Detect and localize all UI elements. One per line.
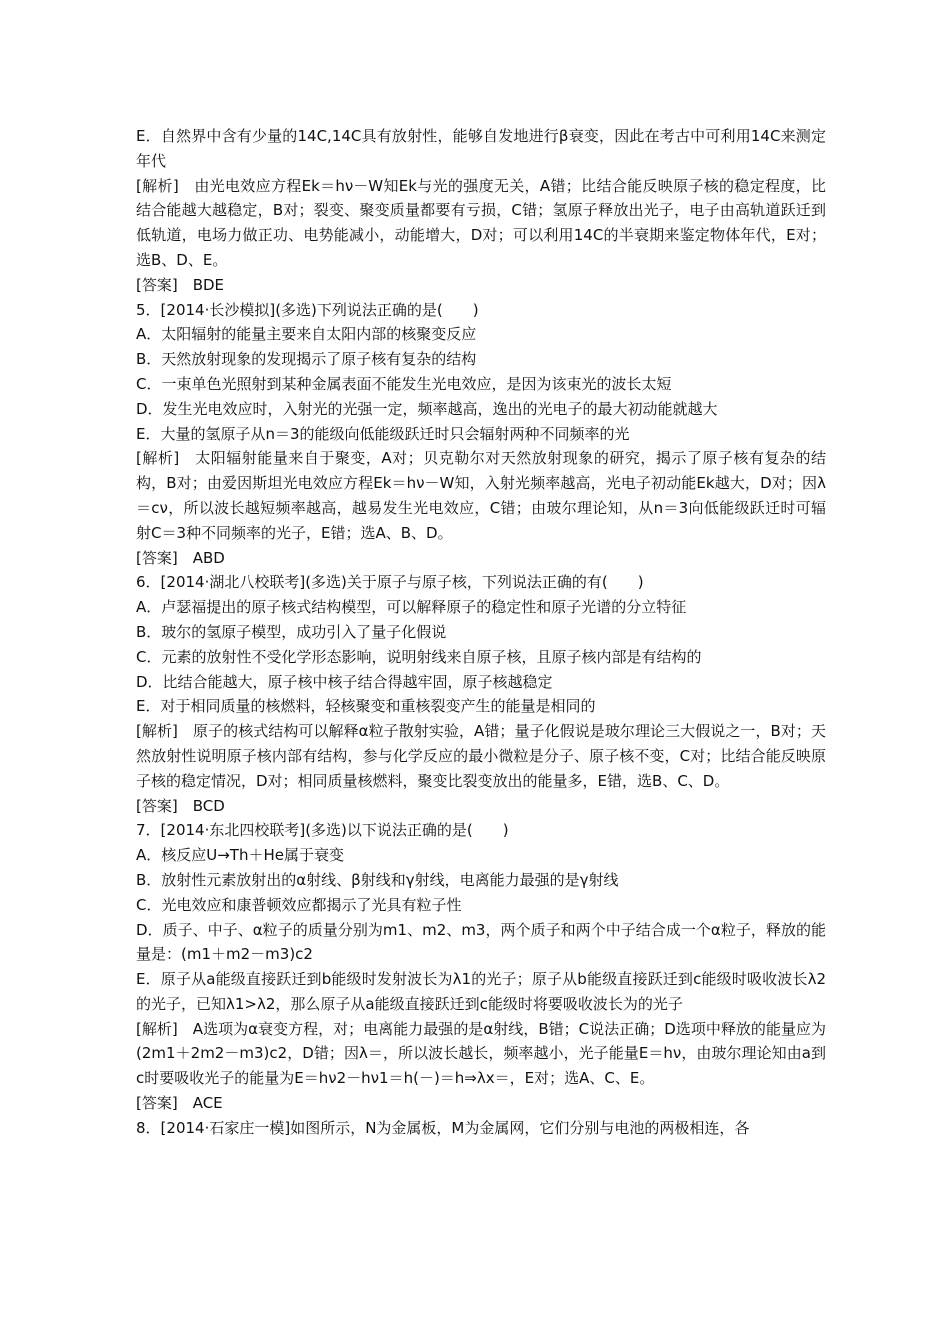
answer-line: [答案] BCD (136, 796, 225, 815)
question-8: 8．[2014·石家庄一模]如图所示，N为金属板，M为金属网，它们分别与电池的两极相连，各 (136, 1118, 750, 1137)
answer-line: [答案] BDE (136, 275, 225, 294)
option-d: D．比结合能越大，原子核中核子结合得越牢固，原子核越稳定 (136, 672, 553, 691)
answer-line: [答案] ABD (136, 548, 225, 567)
analysis-paragraph: [解析] 原子的核式结构可以解释α粒子散射实验，A错；量子化假说是玻尔理论三大假说之一，B对；天然放射性说明原子核内部有结构，参与化学反应的最小微粒是分子、原子核不变，C对；比结合能反映原子核的稳定情况，D对；相同质量核燃料，聚变比裂变放出的能量多，E错，选B、C、D。 (136, 722, 826, 790)
document-body (136, 124, 826, 1141)
option-c: C．光电效应和康普顿效应都揭示了光具有粒子性 (136, 895, 462, 914)
option-e: E．原子从a能级直接跃迁到b能级时发射波长为λ1的光子；原子从b能级直接跃迁到c能级时吸收波长λ2的光子，已知λ1>λ2，那么原子从a能级直接跃迁到c能级时将要吸收波长为的光子 (136, 970, 826, 1013)
option-e: E．对于相同质量的核燃料，轻核聚变和重核裂变产生的能量是相同的 (136, 697, 596, 716)
analysis-paragraph: [解析] 太阳辐射能量来自于聚变，A对；贝克勒尔对天然放射现象的研究，揭示了原子核有复杂的结构，B对；由爱因斯坦光电效应方程Ek＝hν－W知，入射光频率越高，光电子初动能Ek越大，D对；因λ＝cν，所以波长越短频率越高，越易发生光电效应，C错；由玻尔理论知，从n＝3向低能级跃迁时可辐射C＝3种不同频率的光子，E错；选A、B、D。 (136, 449, 826, 542)
option-b: B．玻尔的氢原子模型，成功引入了量子化假说 (136, 622, 447, 641)
option-e: E．大量的氢原子从n＝3的能级向低能级跃迁时只会辐射两种不同频率的光 (136, 424, 630, 443)
option-a: A．太阳辐射的能量主要来自太阳内部的核聚变反应 (136, 325, 477, 344)
option-e: E．自然界中含有少量的14C,14C具有放射性，能够自发地进行β衰变，因此在考古中可利用14C来测定年代 (136, 127, 826, 170)
option-b: B．放射性元素放射出的α射线、β射线和γ射线，电离能力最强的是γ射线 (136, 870, 619, 889)
analysis-paragraph: [解析] A选项为α衰变方程，对；电离能力最强的是α射线，B错；C说法正确；D选项中释放的能量应为(2m1＋2m2－m3)c2，D错；因λ＝，所以波长越长，频率越小，光子能量E＝hν，由玻尔理论知由a到c时要吸收光子的能量为E＝hν2－hν1＝h(－)＝h⇒λx＝，E对；选A、C、E。 (136, 1019, 826, 1088)
answer-line: [答案] ACE (136, 1094, 223, 1113)
option-c: C．元素的放射性不受化学形态影响，说明射线来自原子核，且原子核内部是有结构的 (136, 647, 702, 666)
option-c: C．一束单色光照射到某种金属表面不能发生光电效应，是因为该束光的波长太短 (136, 374, 672, 393)
option-b: B．天然放射现象的发现揭示了原子核有复杂的结构 (136, 350, 477, 369)
question-5: 5．[2014·长沙模拟](多选)下列说法正确的是( ) (136, 300, 479, 319)
option-a: A．卢瑟福提出的原子核式结构模型，可以解释原子的稳定性和原子光谱的分立特征 (136, 598, 687, 617)
option-d: D．发生光电效应时，入射光的光强一定，频率越高，逸出的光电子的最大初动能就越大 (136, 399, 718, 418)
option-a: A．核反应U→Th＋He属于衰变 (136, 846, 344, 865)
option-d: D．质子、中子、α粒子的质量分别为m1、m2、m3，两个质子和两个中子结合成一个α粒子，释放的能量是：(m1＋m2－m3)c2 (136, 920, 826, 964)
analysis-paragraph: [解析] 由光电效应方程Ek＝hν－W知Ek与光的强度无关，A错；比结合能反映原子核的稳定程度，比结合能越大越稳定，B对；裂变、聚变质量都要有亏损，C错；氢原子释放出光子，电子由高轨道跃迁到低轨道，电场力做正功、电势能减小，动能增大，D对；可以利用14C的半衰期来鉴定物体年代，E对；选B、D、E。 (136, 176, 826, 269)
question-6: 6．[2014·湖北八校联考](多选)关于原子与原子核，下列说法正确的有( ) (136, 573, 644, 592)
question-7: 7．[2014·东北四校联考](多选)以下说法正确的是( ) (136, 821, 509, 840)
